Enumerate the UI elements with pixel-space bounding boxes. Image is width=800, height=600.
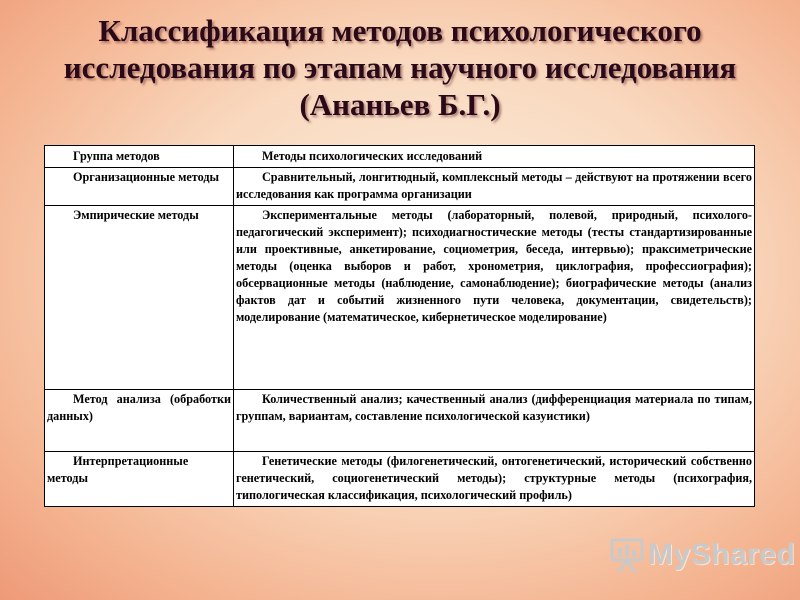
watermark-logo (606, 536, 795, 574)
header-group: Группа методов (45, 146, 234, 168)
table-row (45, 168, 755, 206)
table-row (45, 206, 755, 390)
methods-table (44, 145, 755, 507)
table-header-row (45, 146, 755, 168)
row-group-cell: Организационные методы (45, 168, 234, 206)
row-group-cell: Метод анализа (обработки данных) (45, 390, 234, 452)
table-row (45, 452, 755, 507)
row-methods-cell: Сравнительный, лонгитюдный, комплексный методы – действуют на протяжении всего исследования как программа организации (234, 168, 755, 206)
presentation-board-icon (610, 536, 644, 574)
header-methods: Методы психологических исследований (234, 146, 755, 168)
row-group-cell: Интерпретационные методы (45, 452, 234, 507)
row-group-cell: Эмпирические методы (45, 206, 234, 390)
watermark-text: MyShared (648, 538, 796, 571)
row-methods-cell: Количественный анализ; качественный анализ (дифференциация материала по типам, группам, вариантам, составление психологической казуистики) (234, 390, 755, 452)
table-row (45, 390, 755, 452)
slide-title: Классификация методов психологического исследования по этапам научного исследования (Ананьев Б.Г.) (63, 13, 737, 122)
row-methods-cell: Экспериментальные методы (лабораторный, полевой, природный, психолого-педагогический эксперимент); психодиагностические методы (тесты стандартизированные или проективные, анкетирование, социометрия, беседа, интервью); праксиметрические методы (оценка выборов и работ, хронометрия, циклография, профессиография); обсервационные методы (наблюдение, самонаблюдение); биографические методы (анализ фактов дат и событий жизненного пути человека, документации, свидетельств); моделирование (математическое, кибернетическое моделирование) (234, 206, 755, 390)
row-methods-cell: Генетические методы (филогенетический, онтогенетический, исторический собственно генетический, социогенетический методы); структурные методы (психография, типологическая классификация, психологический профиль) (234, 452, 755, 507)
